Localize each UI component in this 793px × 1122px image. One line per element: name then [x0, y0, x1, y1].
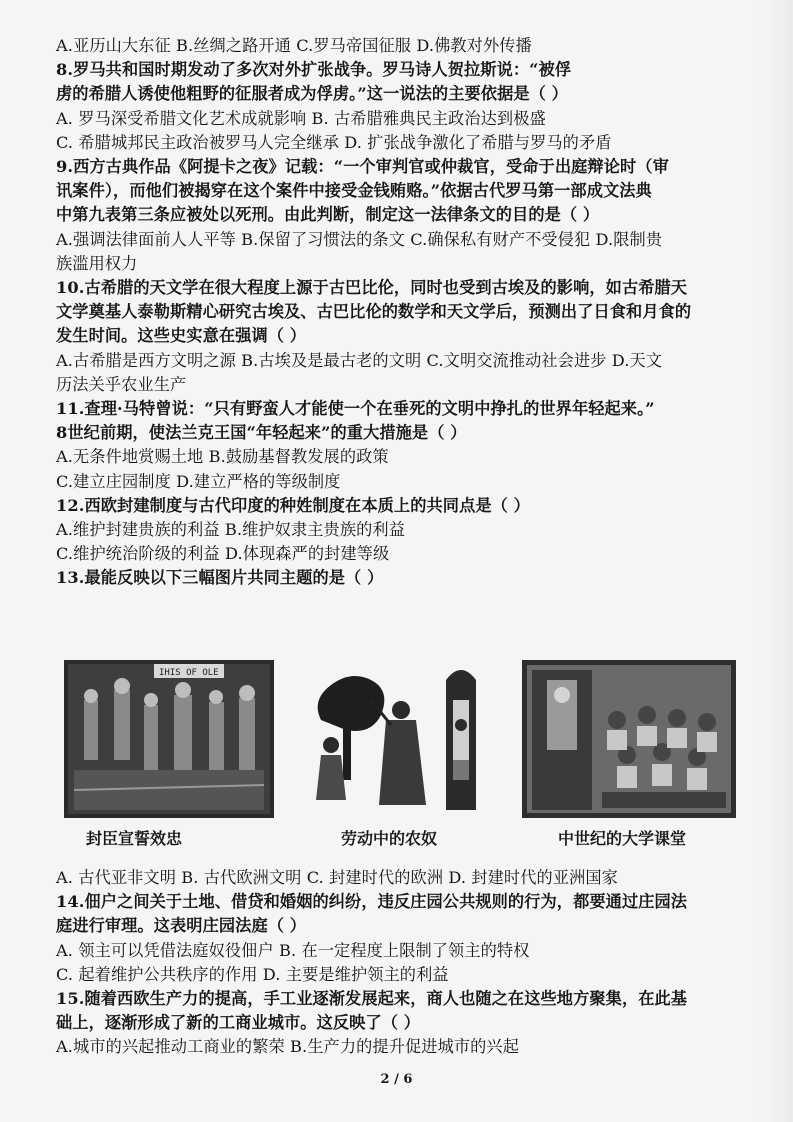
medieval-university-illustration [522, 660, 736, 818]
q11-options-ab: A.无条件地赏赐土地 B.鼓励基督教发展的政策 [56, 447, 389, 467]
serfs-working-illustration [301, 660, 501, 818]
q14-stem-line1: 14.佃户之间关于土地、借贷和婚姻的纠纷，违反庄园公共规则的行为，都要通过庄园法 [56, 892, 688, 912]
q11-options-cd: C.建立庄园制度 D.建立严格的等级制度 [56, 471, 341, 491]
q14-options-cd: C. 起着维护公共秩序的作用 D. 主要是维护领主的利益 [56, 964, 449, 984]
svg-text:IHIS OF OLE: IHIS OF OLE [159, 668, 219, 678]
q12-options-cd: C.维护统治阶级的利益 D.体现森严的封建等级 [56, 544, 390, 564]
caption-serfs-working: 劳动中的农奴 [341, 829, 438, 848]
q9-options-line2: 族滥用权力 [56, 253, 138, 273]
caption-vassal-oath: 封臣宣誓效忠 [86, 829, 183, 848]
q13-options: A. 古代亚非文明 B. 古代欧洲文明 C. 封建时代的欧洲 D. 封建时代的亚洲国家 [56, 868, 618, 887]
q15-stem-line2: 础上，逐渐形成了新的工商业城市。这反映了（ ） [56, 1013, 421, 1033]
q11-stem-line2: 8世纪前期，使法兰克王国“年轻起来”的重大措施是（ ） [56, 423, 467, 443]
q7-options: A.亚历山大东征 B.丝绸之路开通 C.罗马帝国征服 D.佛教对外传播 [56, 36, 532, 55]
q9-stem-line1: 9.西方古典作品《阿提卡之夜》记载：“一个审判官或仲裁官，受命于出庭辩论时（审 [56, 157, 669, 177]
vassal-oath-illustration [64, 660, 274, 818]
q9-stem-line2: 讯案件），而他们被揭穿在这个案件中接受金钱贿赂。”依据古代罗马第一部成文法典 [56, 181, 652, 201]
q14-options-ab: A. 领主可以凭借法庭奴役佃户 B. 在一定程度上限制了领主的特权 [56, 940, 530, 960]
scan-edge-shadow [757, 0, 793, 1122]
figure-vassal-oath [64, 660, 274, 848]
q9-stem-line3: 中第九表第三条应被处以死刑。由此判断，制定这一法律条文的目的是（ ） [56, 205, 600, 225]
question-text-lower [56, 866, 756, 1060]
q9-options-line1: A.强调法律面前人人平等 B.保留了习惯法的条文 C.确保私有财产不受侵犯 D.限制贵 [56, 229, 663, 249]
q10-stem-line3: 发生时间。这些史实意在强调（ ） [56, 326, 307, 346]
q12-options-ab: A.维护封建贵族的利益 B.维护奴隶主贵族的利益 [56, 520, 405, 540]
q15-options-ab: A.城市的兴起推动工商业的繁荣 B.生产力的提升促进城市的兴起 [56, 1037, 519, 1057]
q10-options-line2: 历法关乎农业生产 [56, 374, 187, 394]
page-number: 2 / 6 [380, 1072, 413, 1087]
q10-options-line1: A.古希腊是西方文明之源 B.古埃及是最古老的文明 C.文明交流推动社会进步 D.天文 [56, 350, 663, 370]
q8-options-ab: A. 罗马深受希腊文化艺术成就影响 B. 古希腊雅典民主政治达到极盛 [56, 108, 546, 128]
q12-stem: 12.西欧封建制度与古代印度的种姓制度在本质上的共同点是（ ） [56, 495, 530, 515]
q11-stem-line1: 11.查理·马特曾说：“只有野蛮人才能使一个在垂死的文明中挣扎的世界年轻起来。” [56, 399, 655, 419]
q14-stem-line2: 庭进行审理。这表明庄园法庭（ ） [56, 916, 307, 936]
q13-figures [56, 660, 746, 860]
q8-stem-line1: 8.罗马共和国时期发动了多次对外扩张战争。罗马诗人贺拉斯说：“被俘 [56, 60, 572, 80]
q15-stem-line1: 15.随着西欧生产力的提高，手工业逐渐发展起来，商人也随之在这些地方聚集，在此基 [56, 989, 688, 1009]
caption-medieval-university: 中世纪的大学课堂 [558, 829, 687, 848]
q13-stem: 13.最能反映以下三幅图片共同主题的是（ ） [56, 568, 384, 588]
question-text-upper [56, 34, 756, 591]
q10-stem-line2: 文学奠基人泰勒斯精心研究古埃及、古巴比伦的数学和天文学后，预测出了日食和月食的 [56, 302, 692, 322]
q10-stem-line1: 10.古希腊的天文学在很大程度上源于古巴比伦，同时也受到古埃及的影响，如古希腊天 [56, 278, 688, 298]
q8-stem-line2: 虏的希腊人诱使他粗野的征服者成为俘虏。”这一说法的主要依据是（ ） [56, 84, 568, 104]
figure-serfs-working [301, 660, 501, 848]
figure-medieval-university [522, 660, 736, 848]
q8-options-cd: C. 希腊城邦民主政治被罗马人完全继承 D. 扩张战争激化了希腊与罗马的矛盾 [56, 132, 612, 152]
